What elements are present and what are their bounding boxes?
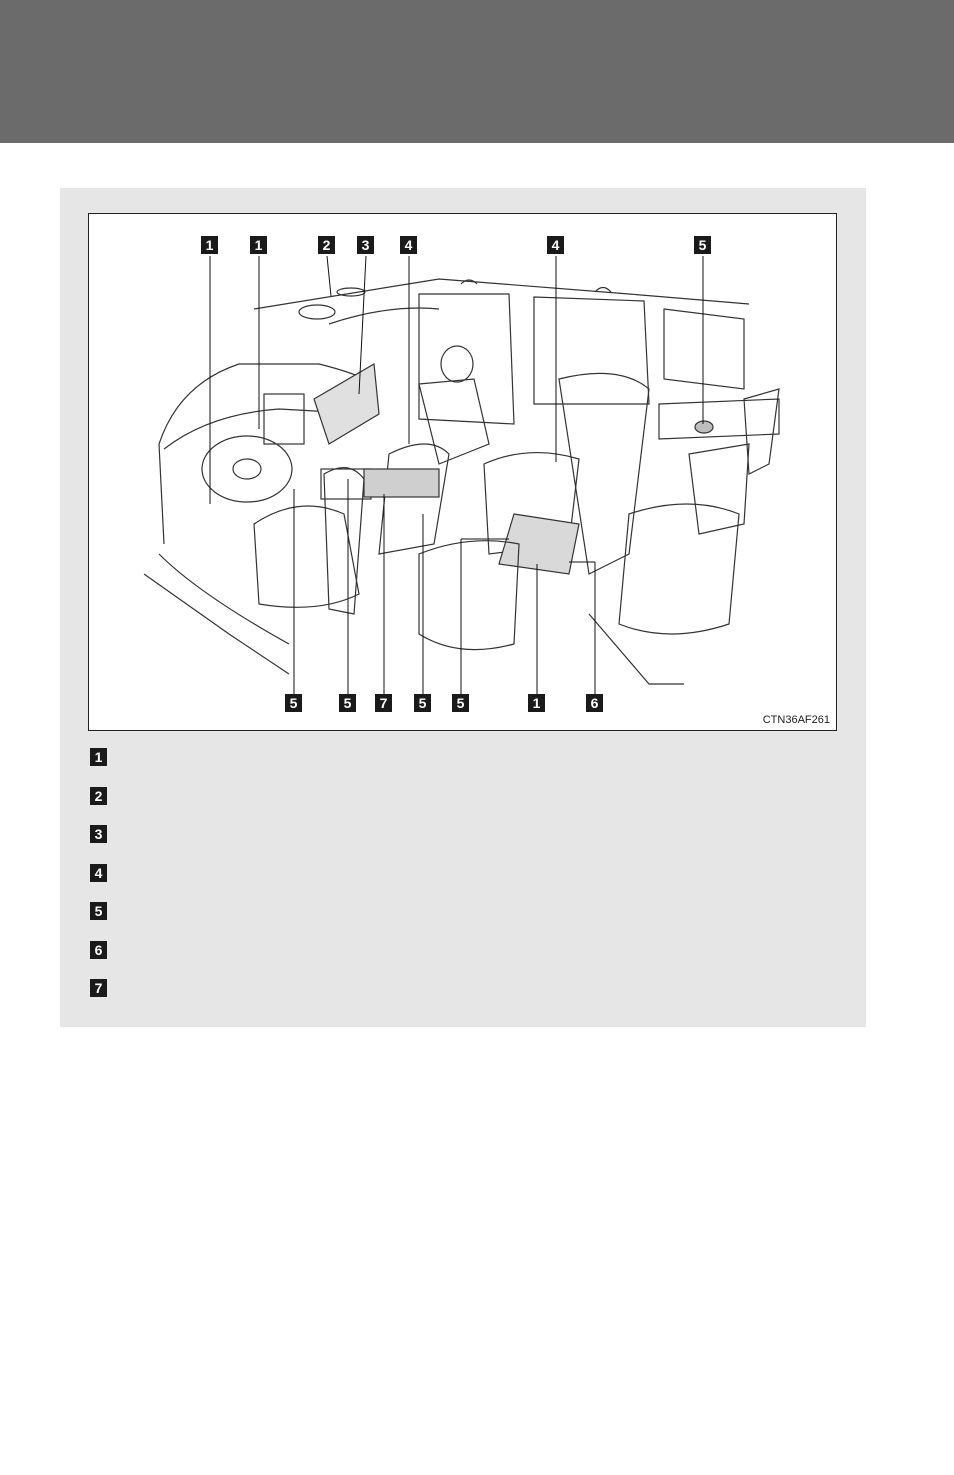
callout-bottom-7: 6 bbox=[586, 694, 603, 712]
legend-item-2: 2 bbox=[90, 787, 107, 805]
header-band bbox=[0, 0, 954, 143]
callout-top-3: 2 bbox=[318, 236, 335, 254]
callout-bottom-3: 7 bbox=[375, 694, 392, 712]
callout-top-6: 4 bbox=[547, 236, 564, 254]
callout-top-4: 3 bbox=[357, 236, 374, 254]
legend-item-6: 6 bbox=[90, 941, 107, 959]
legend-item-4: 4 bbox=[90, 864, 107, 882]
callout-top-2: 1 bbox=[250, 236, 267, 254]
vehicle-interior-drawing bbox=[89, 214, 837, 731]
callout-bottom-1: 5 bbox=[285, 694, 302, 712]
callout-top-5: 4 bbox=[400, 236, 417, 254]
callout-top-7: 5 bbox=[694, 236, 711, 254]
callout-bottom-2: 5 bbox=[339, 694, 356, 712]
legend-item-5: 5 bbox=[90, 902, 107, 920]
callout-bottom-6: 1 bbox=[528, 694, 545, 712]
callout-top-1: 1 bbox=[201, 236, 218, 254]
figure-code: CTN36AF261 bbox=[762, 714, 830, 726]
callout-bottom-5: 5 bbox=[452, 694, 469, 712]
interior-illustration bbox=[88, 213, 837, 731]
legend-item-1: 1 bbox=[90, 748, 107, 766]
callout-bottom-4: 5 bbox=[414, 694, 431, 712]
legend-item-3: 3 bbox=[90, 825, 107, 843]
legend-item-7: 7 bbox=[90, 979, 107, 997]
